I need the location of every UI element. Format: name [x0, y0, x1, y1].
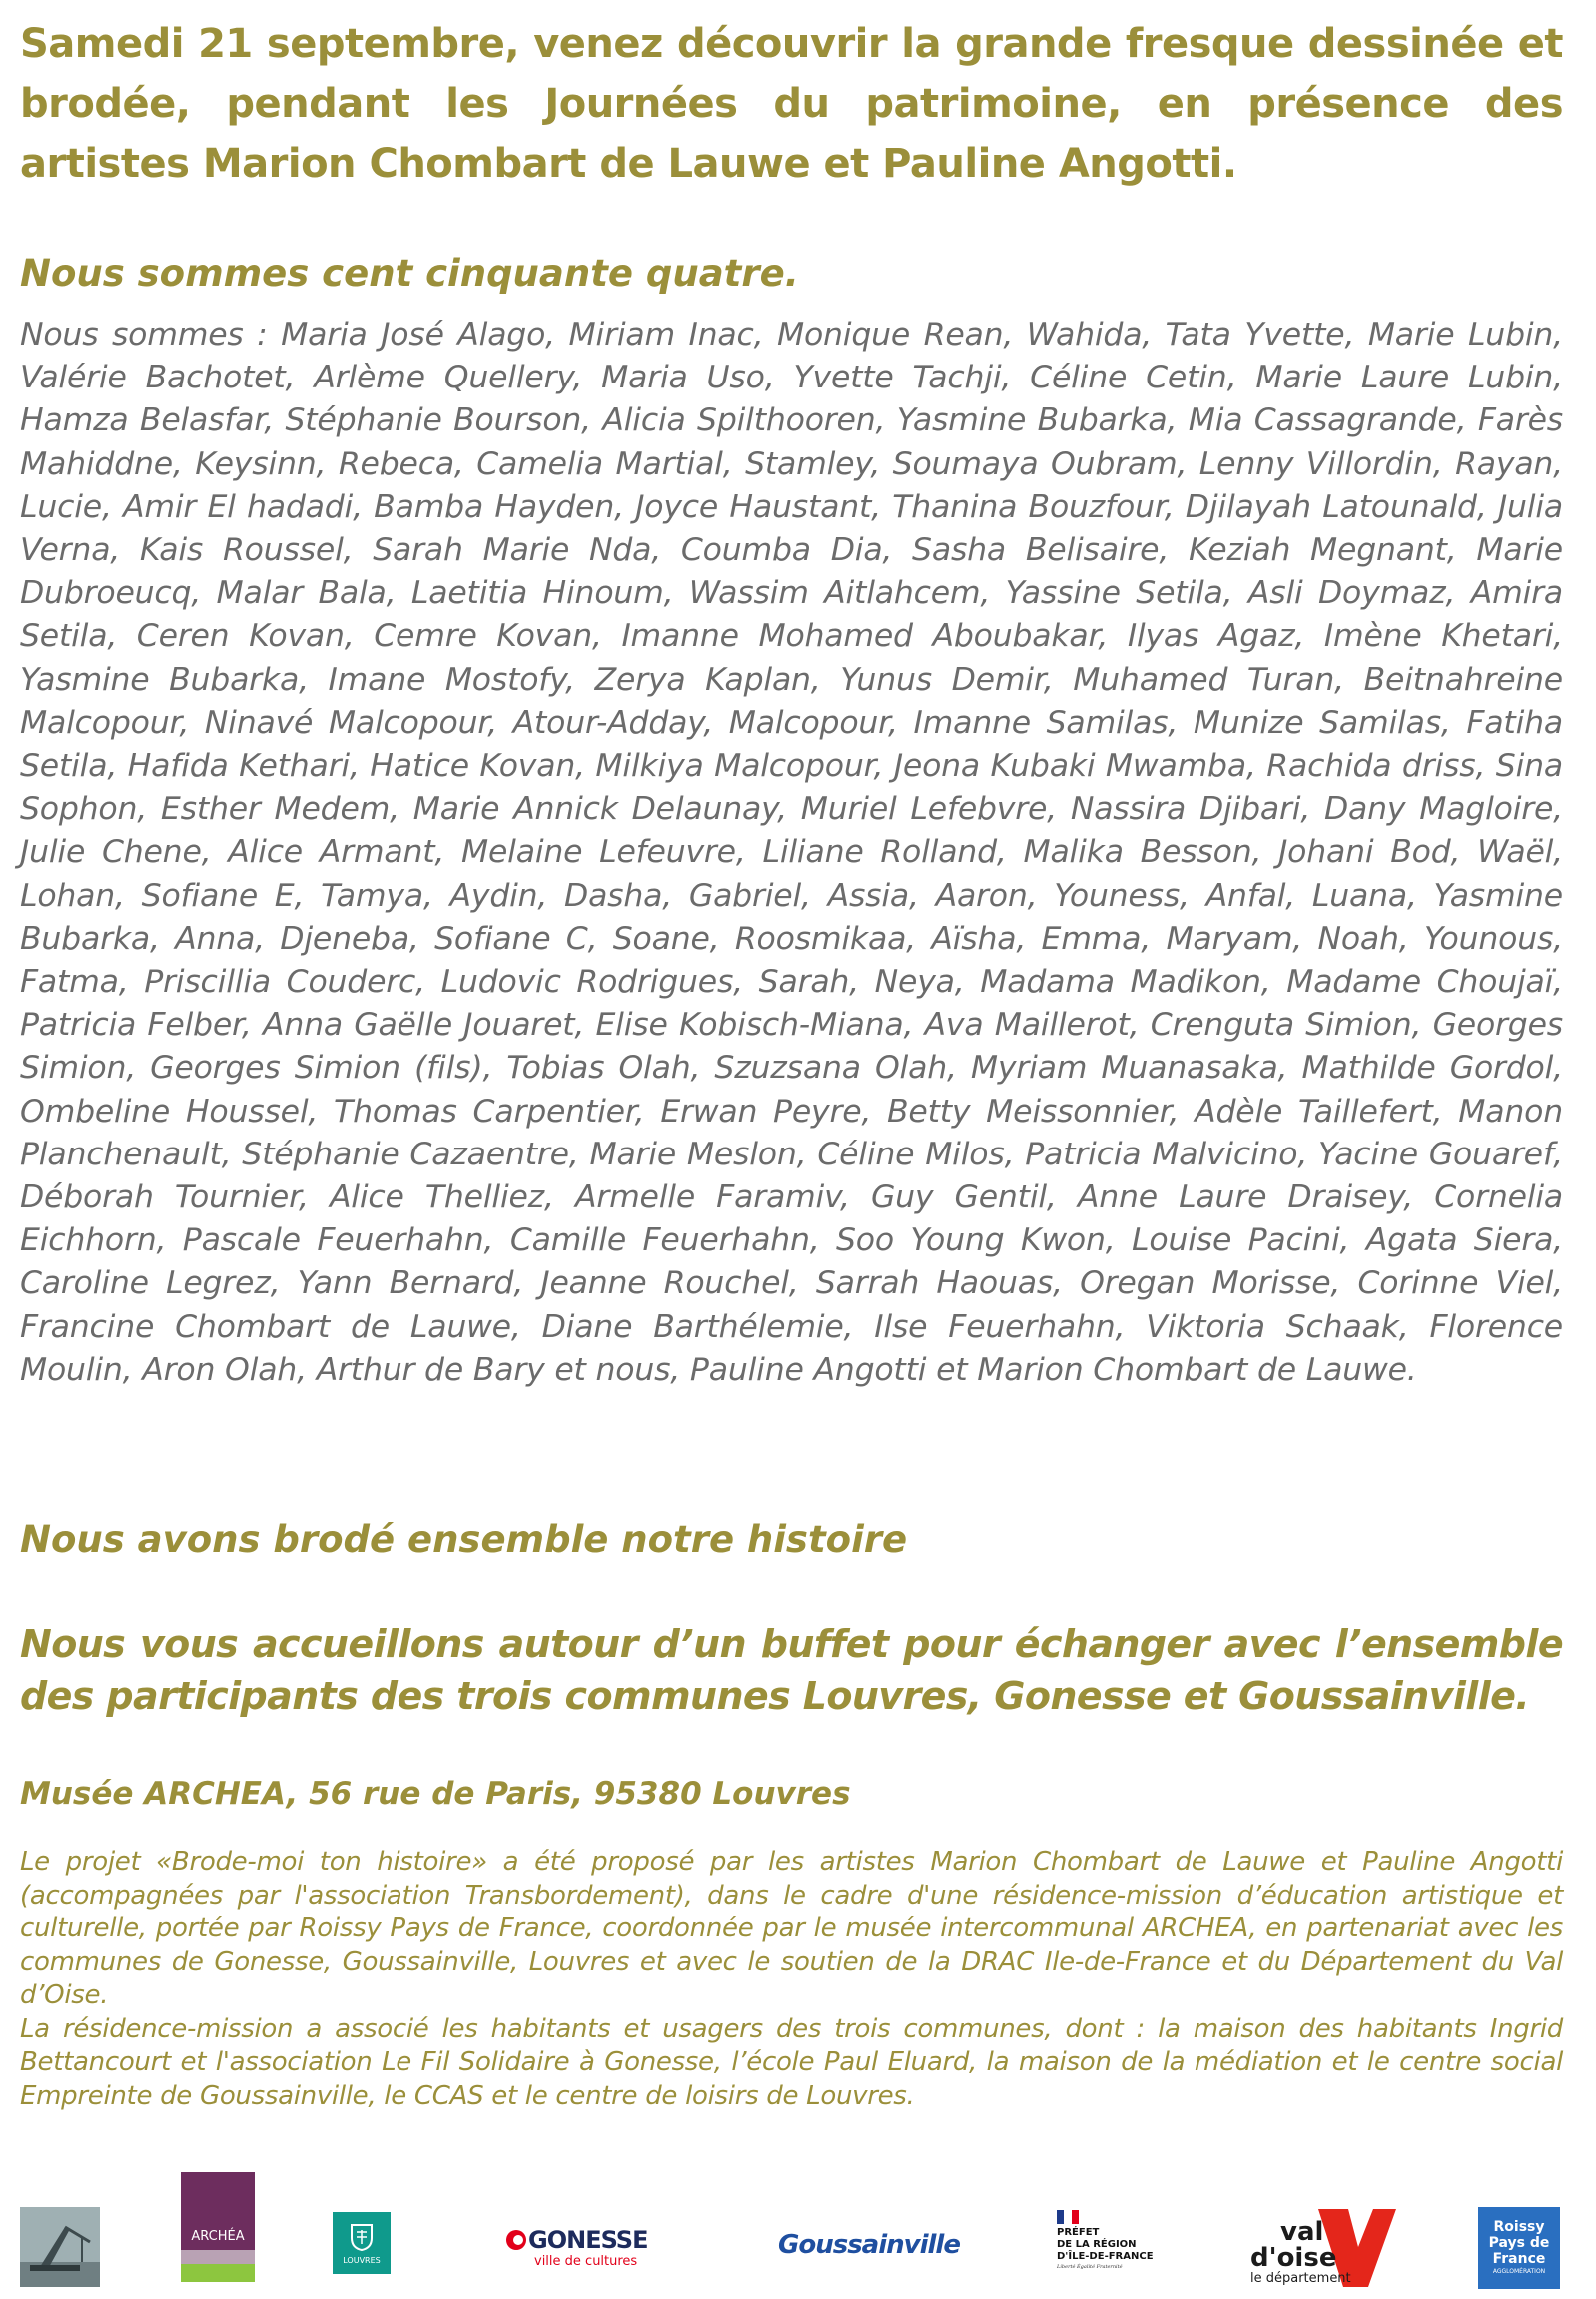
welcome-line: Nous vous accueillons autour d’un buffet pour échanger avec l’ensemble des participants des trois communes Louvres, Gonesse et Goussainville. [20, 1622, 1563, 1718]
valdoise-line-2: d'oise [1250, 2243, 1337, 2273]
headline: Samedi 21 septembre, venez découvrir la grande fresque dessinée et brodée, pendant les Journées du patrimoine, en présence des artistes Marion Chombart de Lauwe et Pauline Angotti. [20, 21, 1563, 187]
valdoise-line-1: val [1280, 2217, 1324, 2247]
project-description [20, 1846, 1563, 2113]
valdoise-line-3: le département [1250, 2271, 1351, 2286]
gonesse-swirl-icon [504, 2228, 528, 2252]
count-line: Nous sommes cent cinquante quatre. [20, 252, 799, 295]
prefet-line-3: D'ÎLE-DE-FRANCE [1057, 2251, 1154, 2262]
prefet-motto: Liberté Égalité Fraternité [1057, 2264, 1123, 2270]
valdoise-logo [1248, 2207, 1398, 2289]
prefet-idf-logo [1057, 2210, 1167, 2282]
project-paragraph-2: La résidence-mission a associé les habitants et usagers des trois communes, dont : la maison des habitants Ingrid Bettancourt et l'association Le Fil Solidaire à Gonesse, l’école Paul Eluard, la maison de la médiation et le centre social Empreinte de Goussainville, le CCAS et le centre de loisirs de Louvres. [20, 2013, 1563, 2111]
embroidered-line: Nous avons brodé ensemble notre histoire [20, 1518, 908, 1561]
roissy-line-2: Pays de [1488, 2235, 1550, 2251]
prefet-line-1: PRÉFET [1057, 2227, 1100, 2238]
roissy-line-4: AGGLOMÉRATION [1492, 2268, 1546, 2275]
participants-list: Nous sommes : Maria José Alago, Miriam Inac, Monique Rean, Wahida, Tata Yvette, Marie Lubin, Valérie Bachotet, Arlème Quellery, Maria Uso, Yvette Tachji, Céline Cetin, Marie Laure Lubin, Hamza Belasfar, Stéphanie Bourson, Alicia Spilthooren, Yasmine Bubarka, Mia Cassagrande, Farès Mahiddne, Keysinn, Rebeca, Camelia Martial, Stamley, Soumaya Oubram, Lenny Villordin, Rayan, Lucie, Amir El hadadi, Bamba Hayden, Joyce Haustant, Thanina Bouzfour, Djilayah Latounald, Julia Verna, Kais Roussel, Sarah Marie Nda, Coumba Dia, Sasha Belisaire, Keziah Megnant, Marie Dubroeucq, Malar Bala, Laetitia Hinoum, Wassim Aitlahcem, Yassine Setila, Asli Doymaz, Amira Setila, Ceren Kovan, Cemre Kovan, Imanne Mohamed Aboubakar, Ilyas Agaz, Imène Khetari, Yasmine Bubarka, Imane Mostofy, Zerya Kaplan, Yunus Demir, Muhamed Turan, Beitnahreine Malcopour, Ninavé Malcopour, Atour-Adday, Malcopour, Imanne Samilas, Munize Samilas, Fatiha Setila, Hafida Kethari, Hatice Kovan, Milkiya Malcopour, Jeona Kubaki Mwamba, Rachida driss, Sina Sophon, Esther Medem, Marie Annick Delaunay, Muriel Lefebvre, Nassira Djibari, Dany Magloire, Julie Chene, Alice Armant, Melaine Lefeuvre, Liliane Rolland, Malika Besson, Johani Bod, Waël, Lohan, Sofiane E, Tamya, Aydin, Dasha, Gabriel, Assia, Aaron, Youness, Anfal, Luana, Yasmine Bubarka, Anna, Djeneba, Sofiane C, Soane, Roosmikaa, Aïsha, Emma, Maryam, Noah, Younous, Fatma, Priscillia Couderc, Ludovic Rodrigues, Sarah, Neya, Madama Madikon, Madame Choujaï, Patricia Felber, Anna Gaëlle Jouaret, Elise Kobisch-Miana, Ava Maillerot, Crenguta Simion, Georges Simion, Georges Simion (fils), Tobias Olah, Szuzsana Olah, Myriam Muanasaka, Mathilde Gordol, Ombeline Houssel, Thomas Carpentier, Erwan Peyre, Betty Meissonnier, Adèle Taillefert, Manon Planchenault, Stéphanie Cazaentre, Marie Meslon, Céline Milos, Patricia Malvicino, Yacine Gouaref, Déborah Tournier, Alice Thelliez, Armelle Faramiv, Guy Gentil, Anne Laure Draisey, Cornelia Eichhorn, Pascale Feuerhahn, Camille Feuerhahn, Soo Young Kwon, Louise Pacini, Agata Siera, Caroline Legrez, Yann Bernard, Jeanne Rouchel, Sarrah Haouas, Oregan Morisse, Corinne Viel, Francine Chombart de Lauwe, Diane Barthélemie, Ilse Feuerhahn, Viktoria Schaak, Florence Moulin, Aron Olah, Arthur de Bary et nous, Pauline Angotti et Marion Chombart de Lauwe. [20, 317, 1563, 1388]
crane-illustration-icon [20, 2207, 100, 2287]
roissy-line-3: France [1492, 2251, 1546, 2267]
gonesse-tagline: ville de cultures [534, 2253, 638, 2269]
partner-logos [0, 2192, 1596, 2292]
project-paragraph-1: Le projet «Brode-moi ton histoire» a été proposé par les artistes Marion Chombart de Lauwe et Pauline Angotti (accompagnées par l'association Transbordement), dans le cadre d'une résidence-mission d’éducation artistique et culturelle, portée par Roissy Pays de France, coordonnée par le musée intercommunal ARCHEA, en partenariat avec les communes de Gonesse, Goussainville, Louvres et avec le soutien de la DRAC Ile-de-France et du Département du Val d’Oise. [20, 1847, 1563, 2010]
address: Musée ARCHEA, 56 rue de Paris, 95380 Louvres [20, 1776, 851, 1812]
prefet-line-2: DE LA RÉGION [1057, 2239, 1137, 2250]
goussainville-logo [769, 2220, 969, 2270]
goussainville-label: Goussainville [778, 2230, 960, 2260]
roissy-logo [1478, 2207, 1560, 2289]
gonesse-logo [504, 2222, 664, 2272]
gonesse-label: GONESSE [528, 2225, 648, 2254]
roissy-line-1: Roissy [1493, 2219, 1545, 2235]
louvres-label: LOUVRES [343, 2255, 381, 2265]
louvres-logo [333, 2212, 391, 2274]
archea-label: ARCHÉA [191, 2229, 245, 2244]
louvres-crest-icon [347, 2222, 377, 2252]
fresco-logo [20, 2207, 100, 2287]
marianne-flag-icon [1057, 2210, 1079, 2224]
archea-logo [181, 2172, 255, 2290]
